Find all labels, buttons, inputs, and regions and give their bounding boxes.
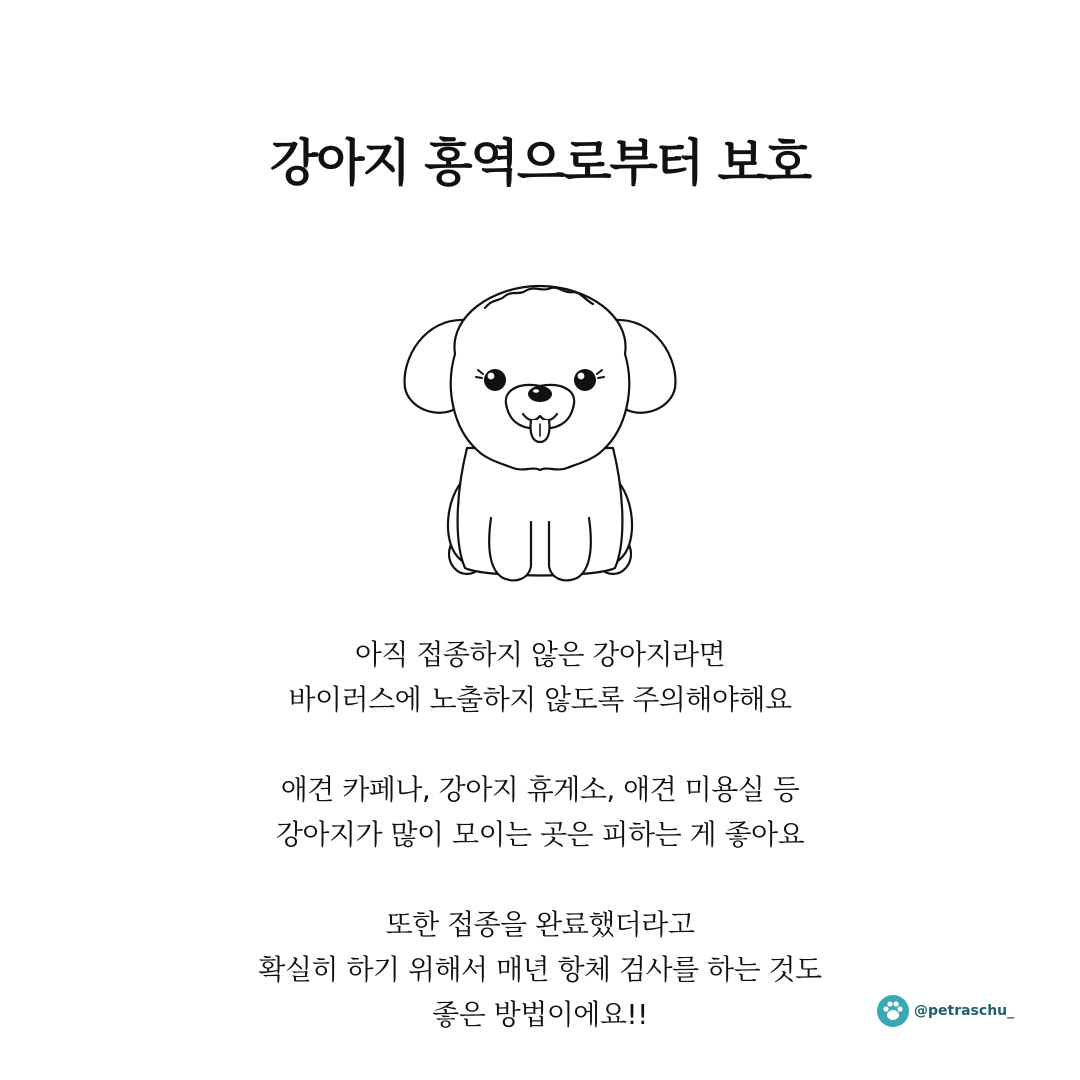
watermark-handle: @petraschu_ bbox=[914, 1003, 1015, 1019]
watermark bbox=[876, 994, 1014, 1028]
paragraph-1 bbox=[0, 632, 1080, 722]
puppy-line-drawing-icon bbox=[395, 278, 685, 590]
paragraph-2 bbox=[0, 767, 1080, 857]
body-text bbox=[0, 632, 1080, 1037]
text-line: 애견 카페나, 강아지 휴게소, 애견 미용실 등 bbox=[280, 773, 800, 806]
text-line: 확실히 하기 위해서 매년 항체 검사를 하는 것도 bbox=[258, 953, 822, 986]
text-line: 또한 접종을 완료했더라고 bbox=[385, 908, 695, 941]
text-line: 바이러스에 노출하지 않도록 주의해야해요 bbox=[288, 683, 792, 716]
text-line: 아직 접종하지 않은 강아지라면 bbox=[354, 638, 726, 671]
paw-logo-icon bbox=[876, 994, 910, 1028]
text-line: 강아지가 많이 모이는 곳은 피하는 게 좋아요 bbox=[275, 818, 805, 851]
text-line: 좋은 방법이에요!! bbox=[432, 998, 648, 1031]
page-title: 강아지 홍역으로부터 보호 bbox=[269, 134, 811, 192]
